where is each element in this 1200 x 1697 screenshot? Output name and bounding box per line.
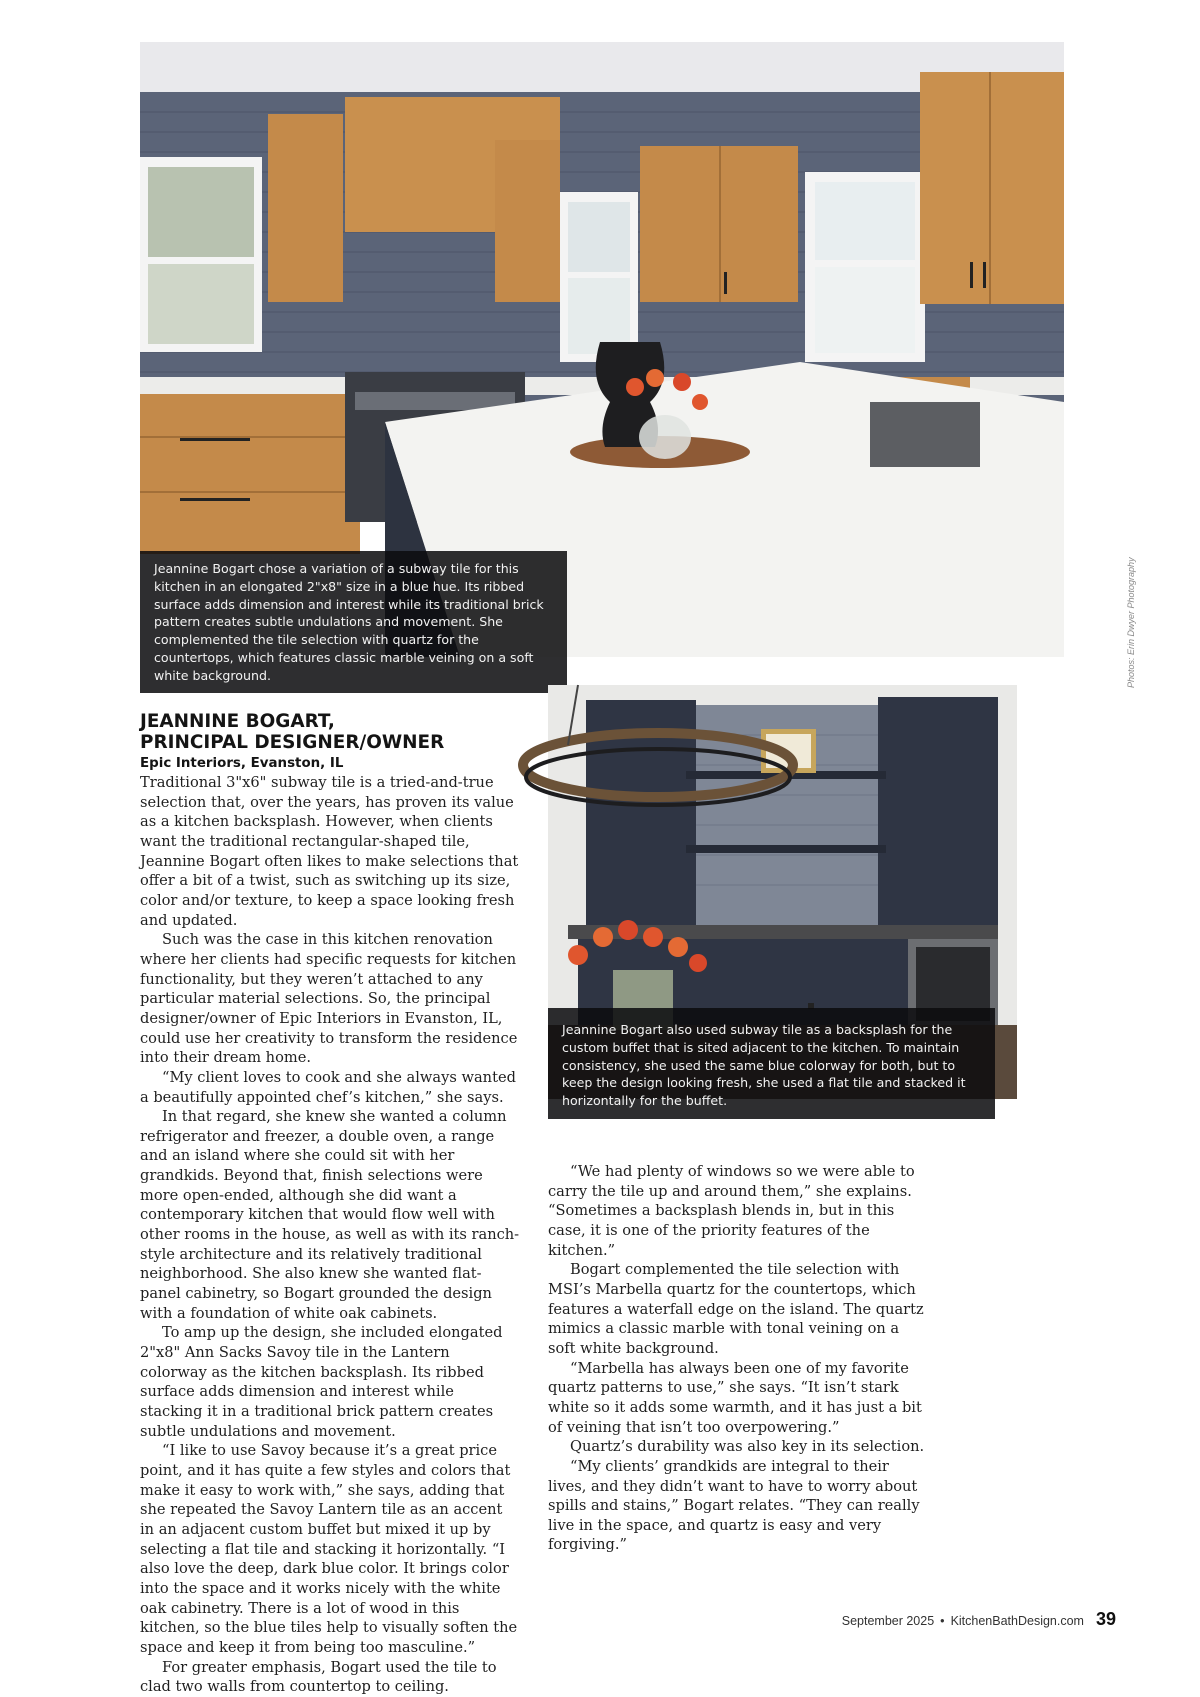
site-name: KitchenBathDesign.com	[950, 1614, 1084, 1628]
photo-caption-right: Jeannine Bogart also used subway tile as a backsplash for the custom buffet that is sited adjacent to the kitchen. To maintain consistency, she used the same blue colorway for both, but to keep the design looking fresh, she used a flat tile and stacked it horizontally for the buffet.	[548, 1008, 995, 1119]
paragraph: Bogart complemented the tile selection with MSI’s Marbella quartz for the countertops, which features a waterfall edge on the island. The quartz mimics a classic marble with tonal veining on a soft white background.	[548, 1261, 924, 1357]
article-heading: JEANNINE BOGART, PRINCIPAL DESIGNER/OWNER	[140, 711, 445, 753]
paragraph: Such was the case in this kitchen renovation where her clients had specific requests for kitchen functionality, but they weren’t attached to any particular material selections. So, the principal designer/owner of Epic Interiors in Evanston, IL, could use her creativity to transform the residence into their dream home.	[140, 931, 518, 1067]
page-footer	[842, 1609, 1116, 1630]
paragraph: “My clients’ grandkids are integral to their lives, and they didn’t want to have to worry about spills and stains,” Bogart relates. “They can really live in the space, and quartz is easy and very forgiving.”	[548, 1457, 920, 1554]
paragraph: In that regard, she knew she wanted a column refrigerator and freezer, a double oven, a range and an island where she could sit with her grandkids. Beyond that, finish selections were more open-ended, although she did want a contemporary kitchen that would flow well with other rooms in the house, as well as with its ranch-style architecture and its relatively traditional neighborhood. She also knew she wanted flat-panel cabinetry, so Bogart grounded the design with a foundation of white oak cabinets.	[140, 1108, 520, 1322]
buffet-photo	[548, 685, 1017, 1109]
company-line: Epic Interiors, Evanston, IL	[140, 756, 344, 771]
article-column-right	[548, 1162, 928, 1555]
kitchen-photo	[140, 42, 1064, 683]
paragraph: “Marbella has always been one of my favorite quartz patterns to use,” she says. “It isn’t stark white so it adds some warmth, and it has just a bit of veining that isn’t too overpowering.”	[548, 1359, 922, 1436]
paragraph: “I like to use Savoy because it’s a great price point, and it has quite a few styles and colors that make it easy to work with,” she says, adding that she repeated the Savoy Lantern tile as an accent in an adjacent custom buffet but mixed it up by selecting a flat tile and stacking it horizontally. “I also love the deep, dark blue color. It brings color into the space and it works nicely with the white oak cabinetry. There is a lot of wood in this kitchen, so the blue tiles help to visually soften the space and keep it from being too masculine.”	[140, 1442, 518, 1656]
paragraph: To amp up the design, she included elongated 2"x8" Ann Sacks Savoy tile in the Lantern colorway as the kitchen backsplash. Its ribbed surface adds dimension and interest while stacking it in a traditional brick pattern creates subtle undulations and movement.	[140, 1324, 503, 1440]
paragraph: “We had plenty of windows so we were able to carry the tile up and around them,” she explains. “Sometimes a backsplash blends in, but in this case, it is one of the priority features of the kitchen.”	[548, 1163, 915, 1259]
paragraph: Quartz’s durability was also key in its selection.	[570, 1438, 925, 1456]
photo-credit: Photos: Erin Dwyer Photography	[1126, 557, 1136, 688]
article-column-left	[140, 712, 520, 1697]
paragraph: For greater emphasis, Bogart used the tile to clad two walls from countertop to ceiling.	[140, 1658, 497, 1696]
paragraph: Traditional 3"x6" subway tile is a tried-and-true selection that, over the years, has proven its value as a kitchen backsplash. However, when clients want the traditional rectangular-shaped tile, Jeannine Bogart often likes to make selections that offer a bit of a twist, such as switching up its size, color and/or texture, to keep a space looking fresh and updated.	[140, 774, 519, 929]
page-number: 39	[1095, 1609, 1116, 1629]
photo-caption-top: Jeannine Bogart chose a variation of a subway tile for this kitchen in an elongated 2"x8" size in a blue hue. Its ribbed surface adds dimension and interest while its traditional brick pattern creates subtle undulations and movement. She complemented the tile selection with quartz for the countertops, which features classic marble veining on a soft white background.	[140, 551, 567, 693]
issue-date: September 2025	[841, 1614, 935, 1628]
footer-separator: •	[940, 1614, 945, 1628]
paragraph: “My client loves to cook and she always wanted a beautifully appointed chef’s kitchen,” she says.	[140, 1068, 516, 1106]
